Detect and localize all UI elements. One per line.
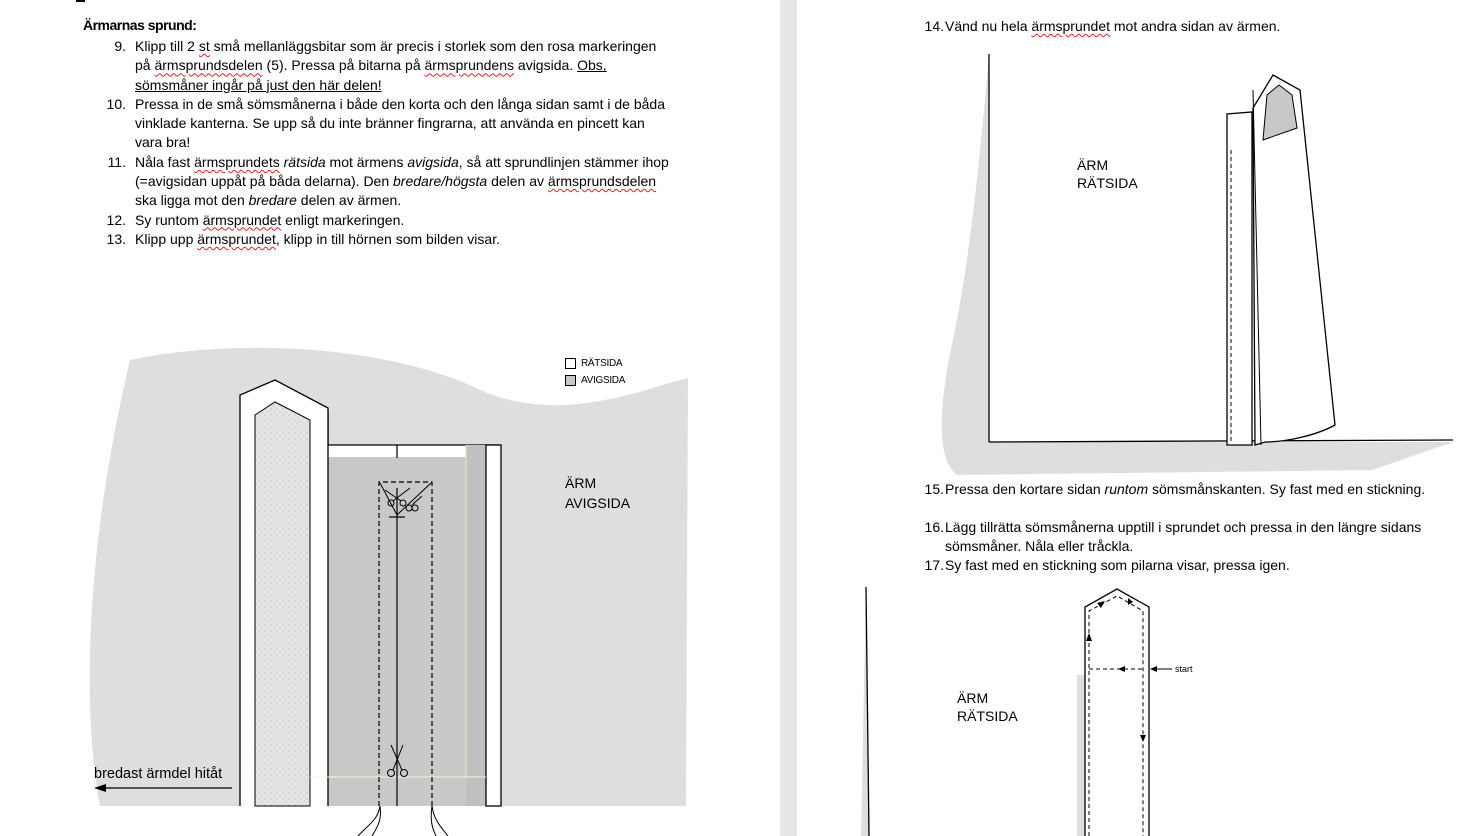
text-segment: (5). Pressa på bitarna på bbox=[262, 57, 425, 74]
placket-stitching-diagram bbox=[797, 585, 1468, 836]
legend-label-avigsida: AVIGSIDA bbox=[581, 375, 626, 386]
sleeve-label-line1: ÄRM bbox=[1077, 157, 1109, 173]
text-segment: bredare/högsta bbox=[393, 173, 488, 190]
arrow-label: bredast ärmdel hitåt bbox=[94, 766, 223, 782]
text-segment: (=avigsidan uppåt på båda delarna). Den bbox=[135, 173, 394, 190]
list-item-line bbox=[135, 153, 669, 172]
list-item-number: 12. bbox=[106, 211, 126, 228]
text-segment: sömsmåner ingår på just den här delen! bbox=[135, 76, 382, 93]
list-item-number: 9. bbox=[114, 38, 126, 54]
legend-label-ratsida: RÄTSIDA bbox=[581, 358, 623, 369]
text-segment: ärmsprundsdelen bbox=[154, 57, 263, 74]
sleeve-label-line2: RÄTSIDA bbox=[1077, 175, 1138, 191]
list-item-number: 14. bbox=[924, 18, 944, 34]
text-segment: Pressa in de små sömsmånerna i både den korta och den långa sidan samt i de båda bbox=[135, 95, 665, 112]
text-segment: sömsmåner. Nåla eller tråckla. bbox=[945, 537, 1134, 554]
list-item-line bbox=[135, 76, 382, 95]
text-segment: ärmsprundet bbox=[197, 231, 276, 247]
list-item-line bbox=[945, 518, 1421, 537]
text-segment: ska ligga mot den bbox=[135, 192, 249, 209]
text-segment: ärmsprundet bbox=[202, 211, 282, 228]
text-segment: Nåla fast bbox=[135, 153, 195, 170]
text-segment: ärmsprundens bbox=[424, 57, 515, 74]
text-segment: på bbox=[135, 57, 155, 74]
sleeve-placket-diagram bbox=[0, 330, 780, 836]
sleeve-label-line1: ÄRM bbox=[565, 475, 597, 491]
text-segment: avigsida bbox=[407, 153, 459, 170]
list-item-line bbox=[135, 230, 500, 249]
list-item-number: 11. bbox=[107, 153, 126, 170]
list-item-line bbox=[135, 172, 656, 191]
list-item-line bbox=[945, 480, 1425, 499]
text-segment: avigsida. bbox=[514, 57, 578, 74]
text-segment: delen av ärmen. bbox=[296, 192, 402, 209]
start-label: start bbox=[1175, 664, 1193, 674]
text-segment: Sy fast med en stickning som pilarna visar, pressa igen. bbox=[945, 557, 1290, 574]
list-item-number: 15. bbox=[924, 481, 944, 497]
document-page-right bbox=[797, 0, 1468, 836]
list-item-number: 13. bbox=[106, 231, 126, 247]
text-segment: Vänd nu hela bbox=[945, 18, 1032, 34]
text-segment: enligt markeringen. bbox=[281, 211, 405, 228]
sleeve-label-line1: ÄRM bbox=[957, 690, 989, 706]
text-segment: Sy runtom bbox=[135, 211, 203, 228]
list-item-line bbox=[135, 37, 656, 56]
sleeve-shape bbox=[942, 54, 1453, 475]
text-segment: mot andra sidan av ärmen. bbox=[1110, 18, 1281, 34]
list-item-line bbox=[135, 114, 645, 133]
text-segment: bredare bbox=[248, 192, 297, 209]
text-segment: Lägg tillrätta sömsmånerna upptill i sprundet och pressa in den längre sidans bbox=[945, 518, 1422, 535]
list-item-line bbox=[135, 191, 401, 210]
list-item-line bbox=[135, 133, 190, 152]
text-segment: Pressa den kortare sidan bbox=[945, 481, 1105, 497]
list-item-line bbox=[135, 95, 665, 114]
text-segment: vinklade kanterna. Se upp så du inte bränner fingrarna, att använda en pincett kan bbox=[135, 115, 645, 132]
section-heading: Ärmarnas sprund: bbox=[83, 17, 197, 33]
text-segment: delen av bbox=[487, 173, 548, 190]
text-segment: Obs, bbox=[577, 57, 607, 74]
list-item-number: 17. bbox=[924, 557, 944, 574]
sleeve-label-line2: AVIGSIDA bbox=[565, 495, 631, 511]
text-segment: ärmsprundsdelen bbox=[547, 173, 657, 190]
list-item-line bbox=[945, 537, 1133, 556]
text-segment: vara bra! bbox=[135, 134, 191, 151]
list-item-line bbox=[135, 211, 404, 230]
list-item-line bbox=[945, 17, 1280, 36]
list-item-line bbox=[135, 56, 607, 75]
text-segment: Klipp till 2 bbox=[135, 38, 199, 54]
text-segment: rätsida bbox=[283, 153, 326, 170]
text-segment: runtom bbox=[1104, 481, 1149, 497]
page-corner-mark bbox=[76, 0, 85, 2]
list-item-line bbox=[945, 556, 1290, 575]
list-item-number: 10. bbox=[106, 95, 126, 112]
sleeve-turned-placket-diagram bbox=[797, 50, 1468, 480]
text-segment: , så att sprundlinjen stämmer ihop bbox=[458, 153, 669, 170]
text-segment: ärmsprundets bbox=[194, 153, 280, 170]
text-segment: sömsmånskanten. Sy fast med en stickning. bbox=[1148, 481, 1426, 497]
text-segment: , klipp in till hörnen som bilden visar. bbox=[275, 231, 500, 247]
text-segment: Klipp upp bbox=[135, 231, 198, 247]
text-segment: mot ärmens bbox=[325, 153, 408, 170]
text-segment: ärmsprundet bbox=[1031, 18, 1110, 34]
list-item-number: 16. bbox=[924, 518, 944, 535]
text-segment: små mellanläggsbitar som är precis i storlek som den rosa markeringen bbox=[209, 38, 657, 54]
sleeve-label-line2: RÄTSIDA bbox=[957, 708, 1018, 724]
text-segment: st bbox=[198, 38, 210, 54]
